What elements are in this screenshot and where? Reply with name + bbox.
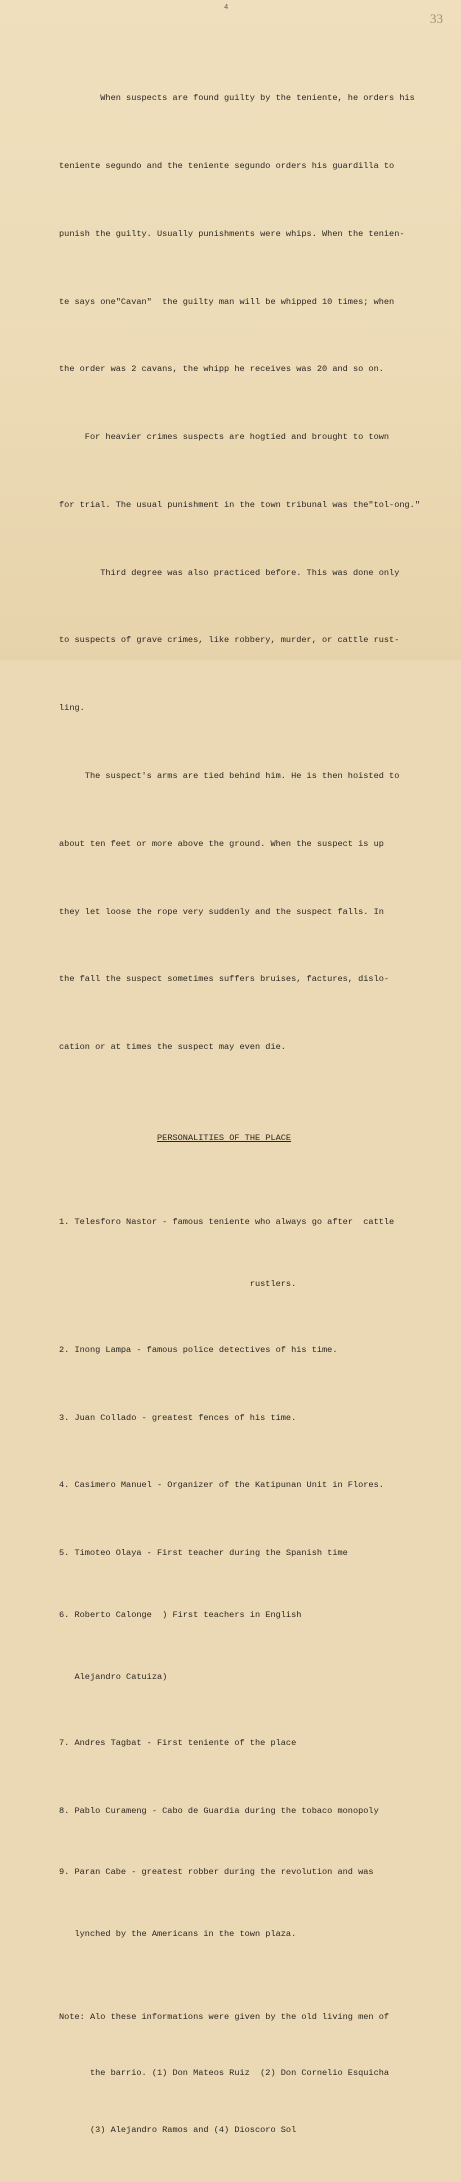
paragraph-line: punish the guilty. Usually punishments were whips. When the tenien- <box>59 228 405 239</box>
paragraph-line: te says one"Cavan" the guilty man will be whipped 10 times; when <box>59 296 395 307</box>
list-item: 2. Inong Lampa - famous police detectives of his time. <box>59 1344 338 1355</box>
paragraph-line: Third degree was also practiced before. This was done only <box>59 567 400 578</box>
paragraph-line: about ten feet or more above the ground. When the suspect is up <box>59 838 384 849</box>
paragraph-line: ling. <box>59 703 85 714</box>
list-item: 5. Timoteo Olaya - First teacher during the Spanish time <box>59 1548 348 1559</box>
paragraph-line: For heavier crimes suspects are hogtied and brought to town <box>59 432 390 443</box>
paragraph-line: the fall the suspect sometimes suffers bruises, factures, dislo- <box>59 974 390 985</box>
paragraph-line: When suspects are found guilty by the teniente, he orders his <box>59 93 415 104</box>
top-mark: 4 <box>224 4 229 12</box>
document-body <box>59 42 431 2182</box>
list-item: 9. Paran Cabe - greatest robber during the revolution and was <box>59 1867 374 1878</box>
note-line: (3) Alejandro Ramos and (4) Dioscoro Sol <box>59 2125 297 2136</box>
list-item: 4. Casimero Manuel - Organizer of the Katipunan Unit in Flores. <box>59 1480 384 1491</box>
list-item: 8. Pablo Curameng - Cabo de Guardia during the tobaco monopoly <box>59 1805 379 1816</box>
paragraph-line: cation or at times the suspect may even die. <box>59 1042 286 1053</box>
note-line: the barrio. (1) Don Mateos Ruiz (2) Don Cornelio Esquicha <box>59 2068 390 2079</box>
list-item-continuation: lynched by the Americans in the town plaza. <box>59 1929 297 1939</box>
section-heading: PERSONALITIES OF THE PLACE <box>157 1132 292 1143</box>
paragraph-line: The suspect's arms are tied behind him. He is then hoisted to <box>59 771 400 781</box>
paragraph-line: to suspects of grave crimes, like robbery, murder, or cattle rust- <box>59 635 400 646</box>
paragraph-line: they let loose the rope very suddenly and the suspect falls. In <box>59 906 384 917</box>
list-item: 3. Juan Collado - greatest fences of his time. <box>59 1412 297 1423</box>
list-item: 6. Roberto Calonge ) First teachers in English <box>59 1609 302 1620</box>
paragraph-line: for trial. The usual punishment in the town tribunal was the"tol-ong." <box>59 499 420 510</box>
page-number: 33 <box>430 11 443 26</box>
paragraph-line: teniente segundo and the teniente segundo orders his guardilla to <box>59 160 395 171</box>
list-item: 1. Telesforo Nastor - famous teniente who always go after cattle <box>59 1216 395 1227</box>
list-item: 7. Andres Tagbat - First teniente of the place <box>59 1737 297 1748</box>
note-line: Note: Alo these informations were given by the old living men of <box>59 2011 390 2022</box>
list-item-continuation: Alejandro Catuiza) <box>59 1671 168 1682</box>
paragraph-line: the order was 2 cavans, the whipp he receives was 20 and so on. <box>59 364 384 375</box>
list-item-continuation: rustlers. <box>59 1278 297 1289</box>
